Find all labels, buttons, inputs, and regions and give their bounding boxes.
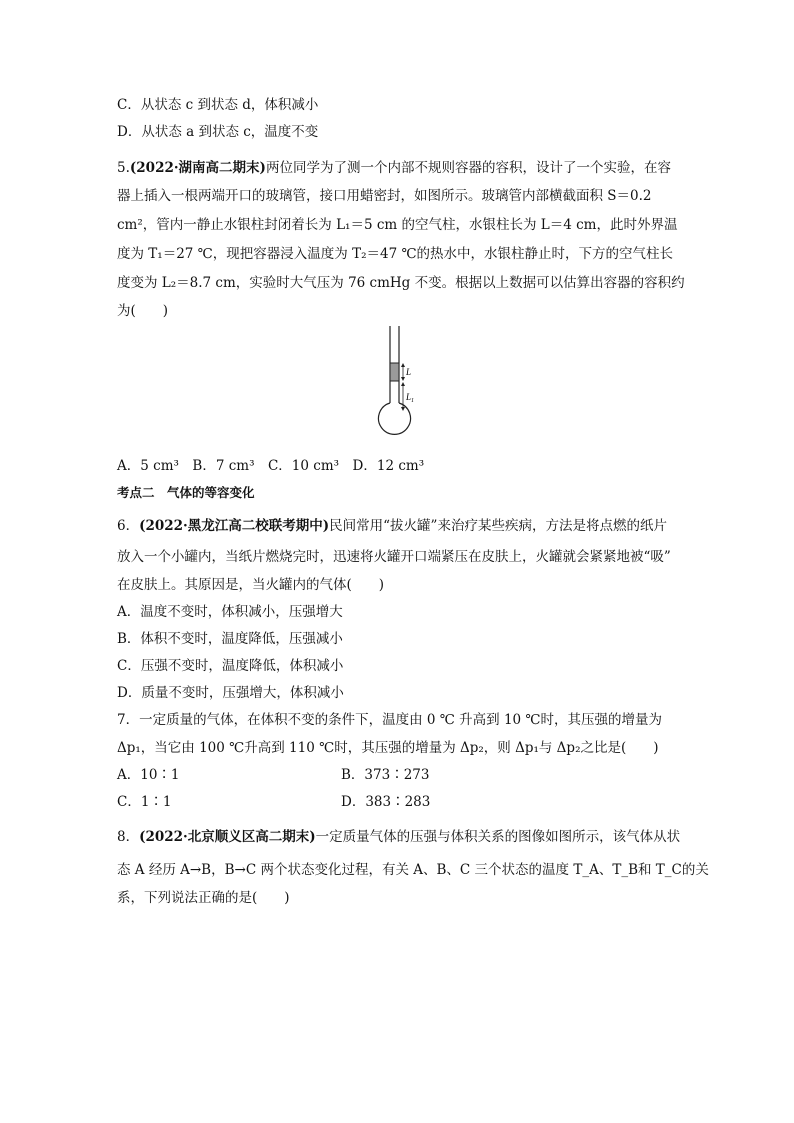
q6-line2: 放入一个小罐内，当纸片燃烧完时，迅速将火罐开口端紧压在皮肤上，火罐就会紧紧地被“吸” bbox=[117, 549, 671, 565]
q5-line6: 为( ) bbox=[117, 303, 169, 319]
q6-number: 6． bbox=[117, 518, 140, 534]
q5-line3: cm²，管内一静止水银柱封闭着长为 L₁＝5 cm 的空气柱，水银柱长为 L＝4 cm，此时外界温 bbox=[117, 217, 678, 233]
option-c-prev: C．从状态 c 到状态 d，体积减小 bbox=[117, 97, 319, 113]
q5-line1 bbox=[117, 160, 671, 176]
q5-source: (2022·湖南高二期末) bbox=[129, 160, 266, 176]
q7-options-row2 bbox=[117, 794, 677, 810]
q8-line1 bbox=[117, 829, 680, 845]
q7-option-c: C．1∶1 bbox=[117, 794, 172, 810]
q5-line4: 度为 T₁＝27 ℃，现把容器浸入温度为 T₂＝47 ℃的热水中，水银柱静止时，下方的空气柱长 bbox=[117, 246, 674, 262]
q6-text-1: 民间常用“拔火罐”来治疗某些疾病，方法是将点燃的纸片 bbox=[329, 518, 667, 534]
q6-line1 bbox=[117, 518, 667, 534]
q6-option-b: B．体积不变时，温度降低，压强减小 bbox=[117, 631, 343, 647]
q7-option-a: A．10∶1 bbox=[117, 767, 180, 783]
q6-option-c: C．压强不变时，温度降低，体积减小 bbox=[117, 658, 344, 674]
q7-option-b: B．373∶273 bbox=[341, 767, 430, 783]
q5-options: A．5 cm³ B．7 cm³ C．10 cm³ D．12 cm³ bbox=[117, 458, 425, 474]
q8-line3: 系，下列说法正确的是( ) bbox=[117, 890, 290, 906]
glass-tube-figure bbox=[370, 326, 430, 444]
q6-option-d: D．质量不变时，压强增大，体积减小 bbox=[117, 685, 344, 701]
q5-number: 5. bbox=[117, 160, 130, 176]
q5-text-1: 两位同学为了测一个内部不规则容器的容积，设计了一个实验，在容 bbox=[265, 160, 671, 176]
q8-line2: 态 A 经历 A→B，B→C 两个状态变化过程，有关 A、B、C 三个状态的温度 T_A、T_B和 T_C的关 bbox=[117, 862, 709, 878]
q7-line1: 7．一定质量的气体，在体积不变的条件下，温度由 0 ℃ 升高到 10 ℃时，其压强的增量为 bbox=[117, 712, 663, 728]
q5-line5: 度变为 L₂＝8.7 cm，实验时大气压为 76 cmHg 不变。根据以上数据可以估算出容器的容积约 bbox=[117, 275, 685, 291]
q7-options-row1 bbox=[117, 767, 677, 783]
q6-option-a: A．温度不变时，体积减小，压强增大 bbox=[117, 604, 343, 620]
q6-line3: 在皮肤上。其原因是，当火罐内的气体( ) bbox=[117, 577, 385, 593]
option-d-prev: D．从状态 a 到状态 c，温度不变 bbox=[117, 124, 319, 140]
q6-source: (2022·黑龙江高二校联考期中) bbox=[139, 518, 330, 534]
section-heading: 考点二 气体的等容变化 bbox=[117, 485, 255, 500]
q5-line2: 器上插入一根两端开口的玻璃管，接口用蜡密封，如图所示。玻璃管内部横截面积 S＝0.2 bbox=[117, 188, 652, 204]
label-L1: $L_1$ bbox=[406, 392, 415, 404]
q7-option-d: D．383∶283 bbox=[341, 794, 431, 810]
q8-number: 8． bbox=[117, 829, 140, 845]
label-L: L bbox=[406, 367, 412, 377]
q8-source: (2022·北京顺义区高二期末) bbox=[139, 829, 316, 845]
q7-line2: Δp₁，当它由 100 ℃升高到 110 ℃时，其压强的增量为 Δp₂，则 Δp₁与 Δp₂之比是( ) bbox=[117, 740, 659, 756]
mercury-column bbox=[390, 363, 399, 381]
q8-text-1: 一定质量气体的压强与体积关系的图像如图所示，该气体从状 bbox=[315, 829, 681, 845]
